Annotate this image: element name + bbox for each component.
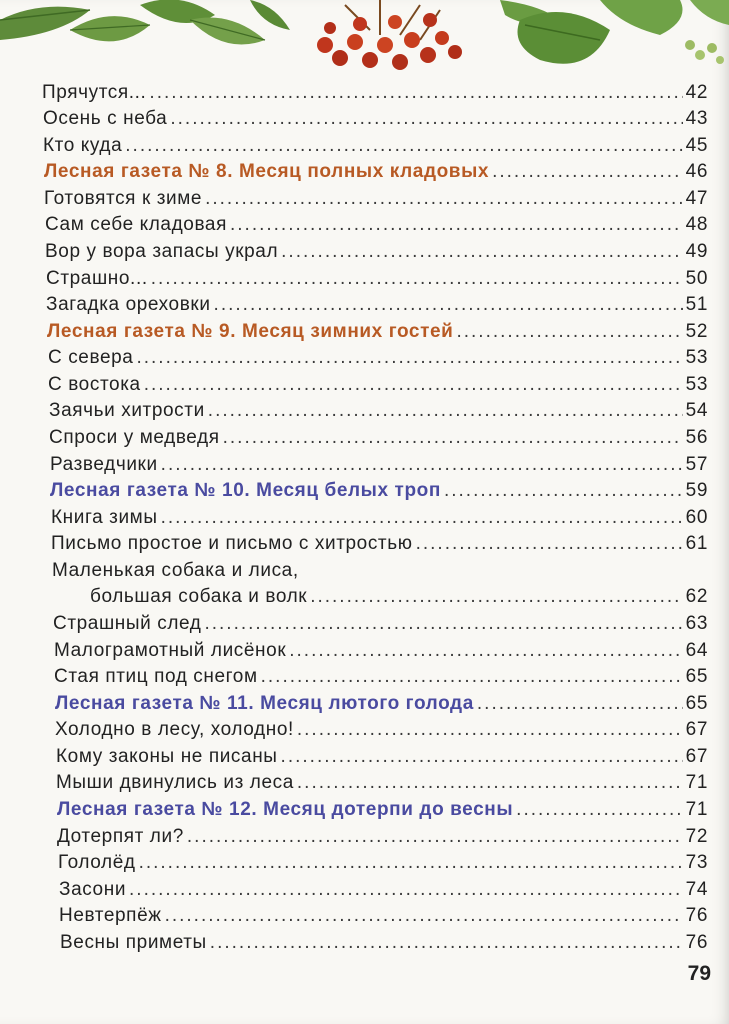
toc-entry: [51, 505, 708, 531]
toc-entry: [59, 877, 708, 903]
toc-page-number: 65: [685, 693, 708, 714]
toc-title: Книга зимы: [51, 507, 158, 528]
toc-title: Вор у вора запасы украл: [45, 241, 279, 262]
toc-title: Письмо простое и письмо с хитростью: [51, 533, 413, 554]
toc-title: Готовятся к зиме: [44, 188, 203, 209]
toc-page-number: 72: [685, 826, 708, 847]
toc-title: С востока: [48, 374, 141, 395]
dot-leader: [444, 478, 683, 504]
toc-title: Спроси у медведя: [49, 427, 220, 448]
rowan-berries-icon: [317, 0, 462, 70]
rowan-leaves-illustration: [0, 0, 729, 90]
dot-leader: [151, 266, 683, 292]
dot-leader: [516, 797, 682, 823]
toc-entry: [56, 770, 708, 796]
dot-leader: [205, 186, 683, 212]
dot-leader: [297, 717, 683, 743]
toc-entry: [51, 531, 708, 557]
toc-page-number: 57: [685, 454, 708, 475]
dot-leader: [204, 611, 682, 637]
dot-leader: [310, 584, 682, 610]
toc-entry: [60, 930, 708, 956]
dot-leader: [416, 531, 683, 557]
toc-title: Страшно...: [46, 268, 148, 289]
toc-page-number: 53: [685, 347, 708, 368]
dot-leader: [261, 664, 683, 690]
toc-entry: [50, 452, 708, 478]
toc-title: Засони: [59, 879, 127, 900]
toc-title: Невтерпёж: [59, 905, 162, 926]
toc-entry: [59, 903, 708, 929]
toc-page-number: 61: [685, 533, 708, 554]
toc-page-number: 50: [685, 268, 708, 289]
dot-leader: [170, 106, 682, 132]
toc-page-number: 67: [685, 719, 708, 740]
toc-page-number: 47: [685, 188, 708, 209]
toc-entry: [48, 372, 708, 398]
toc-entry: [55, 717, 708, 743]
toc-section-heading: [50, 478, 708, 504]
toc-page-number: 74: [685, 879, 708, 900]
toc-title: Холодно в лесу, холодно!: [55, 719, 294, 740]
toc-page-number: 49: [685, 241, 708, 262]
toc-title: Мыши двинулись из леса: [56, 772, 294, 793]
toc-entry: [44, 186, 708, 212]
toc-title: Разведчики: [50, 454, 158, 475]
toc-entry: [48, 345, 708, 371]
toc-page-number: 46: [685, 161, 708, 182]
toc-section-heading: [47, 319, 708, 345]
dot-leader: [144, 372, 683, 398]
dot-leader: [139, 850, 683, 876]
toc-page-number: 60: [685, 507, 708, 528]
toc-entry: [42, 80, 708, 106]
toc-page-number: 76: [685, 932, 708, 953]
toc-entry: [49, 425, 708, 451]
toc-entry: [90, 584, 708, 610]
toc-title: Осень с неба: [43, 108, 168, 129]
toc-title: С севера: [48, 347, 134, 368]
toc-page-number: 71: [685, 799, 708, 820]
toc-title: Лесная газета № 10. Месяц белых троп: [50, 480, 441, 501]
dot-leader: [297, 770, 683, 796]
toc-page-number: 48: [685, 214, 708, 235]
toc-page-number: 45: [685, 135, 708, 156]
dot-leader: [230, 212, 683, 238]
dot-leader: [165, 903, 683, 929]
toc-page-number: 43: [685, 108, 708, 129]
toc-entry: [57, 824, 708, 850]
toc-title: Малограмотный лисёнок: [54, 640, 287, 661]
toc-title: Дотерпят ли?: [57, 826, 184, 847]
toc-entry: [45, 239, 708, 265]
dot-leader: [129, 877, 683, 903]
toc-page-number: 54: [685, 400, 708, 421]
toc-page-number: 56: [685, 427, 708, 448]
toc-title: Маленькая собака и лиса,: [52, 560, 299, 581]
toc-page-number: 42: [685, 82, 708, 103]
toc-section-heading: [57, 797, 708, 823]
dot-leader: [208, 398, 683, 424]
toc-entry: [46, 292, 708, 318]
toc-entry: [54, 664, 708, 690]
toc-entry: [46, 266, 708, 292]
toc-page-number: 53: [685, 374, 708, 395]
dot-leader: [161, 452, 683, 478]
toc-page-number: 67: [685, 746, 708, 767]
toc-page-number: 73: [685, 852, 708, 873]
toc-page-number: 59: [685, 480, 708, 501]
dot-leader: [281, 239, 683, 265]
toc-title: Лесная газета № 12. Месяц дотерпи до весны: [57, 799, 514, 820]
toc-title: Страшный след: [53, 613, 202, 634]
dot-leader: [456, 319, 682, 345]
toc-entry: [54, 638, 708, 664]
toc-page-number: 51: [685, 294, 708, 315]
dot-leader: [161, 505, 683, 531]
toc-page-number: 62: [685, 586, 708, 607]
toc-title: Лесная газета № 11. Месяц лютого голода: [55, 693, 474, 714]
toc-entry: [53, 611, 708, 637]
toc-page-number: 52: [685, 321, 708, 342]
dot-leader: [136, 345, 682, 371]
dot-leader: [210, 930, 683, 956]
dot-leader: [223, 425, 683, 451]
toc-title: Кому законы не писаны: [56, 746, 278, 767]
toc-section-heading: [44, 159, 708, 185]
toc-page-number: 65: [685, 666, 708, 687]
dot-leader: [289, 638, 682, 664]
toc-title: Загадка ореховки: [46, 294, 211, 315]
toc-page-number: 63: [685, 613, 708, 634]
toc-page-number: 76: [685, 905, 708, 926]
toc-title: Весны приметы: [60, 932, 207, 953]
toc-entry: [52, 558, 708, 584]
leaf-icon: [0, 0, 290, 45]
toc-page-number: 64: [685, 640, 708, 661]
toc-entry: [49, 398, 708, 424]
dot-leader: [492, 159, 683, 185]
toc-title: Лесная газета № 8. Месяц полных кладовых: [44, 161, 490, 182]
dot-leader: [125, 133, 682, 159]
toc-entry: [43, 106, 708, 132]
toc-section-heading: [55, 691, 708, 717]
toc-entry: [45, 212, 708, 238]
dot-leader: [477, 691, 683, 717]
toc-title: Прячутся...: [42, 82, 147, 103]
dot-leader: [214, 292, 683, 318]
toc-title: Заячьи хитрости: [49, 400, 205, 421]
toc-entry: [58, 850, 708, 876]
toc-entry: [43, 133, 708, 159]
large-leaf-icon: [500, 0, 729, 64]
toc-entry: [56, 744, 708, 770]
dot-leader: [281, 744, 683, 770]
dot-leader: [187, 824, 683, 850]
toc-title: Сам себе кладовая: [45, 214, 227, 235]
toc-title: Гололёд: [58, 852, 136, 873]
page-number: 79: [687, 962, 711, 985]
toc-title: большая собака и волк: [90, 586, 308, 607]
toc-title: Кто куда: [43, 135, 123, 156]
toc-title: Лесная газета № 9. Месяц зимних гостей: [47, 321, 454, 342]
toc-page-number: 71: [685, 772, 708, 793]
toc-title: Стая птиц под снегом: [54, 666, 258, 687]
dot-leader: [149, 80, 682, 106]
